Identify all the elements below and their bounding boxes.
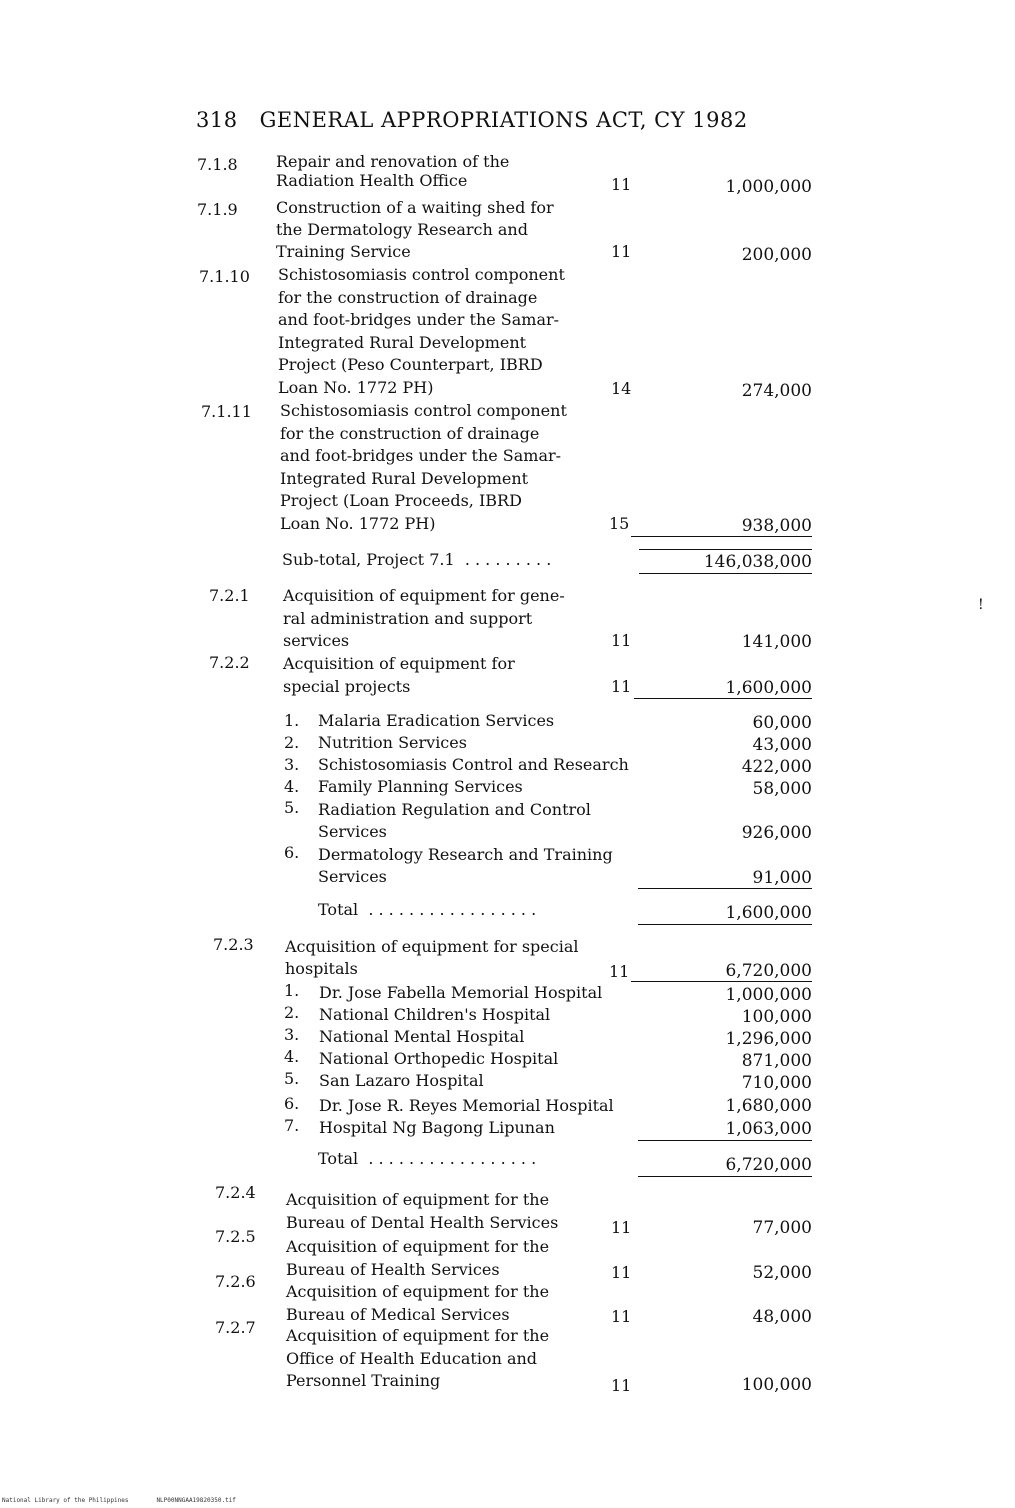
footer-file: NLP00NNGAA19820350.tif [156, 1497, 236, 1504]
fund-code: 11 [611, 1218, 632, 1237]
rule-bottom [638, 924, 812, 925]
list-item: Schistosomiasis Control and Research [318, 755, 629, 774]
list-number: 3. [284, 755, 300, 774]
fund-code: 11 [611, 677, 632, 696]
amount: 100,000 [741, 1007, 812, 1027]
amount: 1,296,000 [725, 1029, 812, 1049]
amount: 274,000 [741, 381, 812, 401]
list-number: 2. [284, 733, 300, 752]
item-code: 7.1.11 [201, 402, 252, 421]
page-title: GENERAL APPROPRIATIONS ACT, CY 1982 [259, 108, 748, 132]
list-number: 6. [284, 843, 300, 862]
desc-line: Loan No. 1772 PH) [278, 377, 434, 397]
subtotal-label: Sub-total, Project 7.1 . . . . . . . . . [282, 550, 552, 569]
fund-code: 15 [609, 514, 630, 533]
desc-line: services [283, 631, 350, 650]
desc-line: ral administration and support [283, 608, 533, 628]
desc-line: Acquisition of equipment for special [285, 937, 579, 956]
subtotal-amount: 146,038,000 [703, 552, 812, 572]
desc-line: Project (Loan Proceeds, IBRD [280, 491, 522, 510]
item-description [286, 1325, 549, 1393]
amount: 52,000 [752, 1263, 812, 1283]
total-label: Total . . . . . . . . . . . . . . . . . [318, 1149, 537, 1168]
list-number: 1. [284, 711, 300, 730]
underline [634, 698, 812, 699]
amount: 6,720,000 [725, 961, 812, 981]
desc-line: hospitals [285, 959, 358, 978]
list-number: 2. [284, 1003, 300, 1022]
list-item: Nutrition Services [318, 733, 467, 752]
total-label: Total . . . . . . . . . . . . . . . . . [318, 900, 537, 919]
item-description [286, 1189, 558, 1234]
fund-code: 14 [611, 379, 632, 398]
amount: 91,000 [752, 868, 812, 888]
desc-line: Bureau of Medical Services [286, 1304, 510, 1324]
amount: 710,000 [741, 1073, 812, 1093]
amount: 200,000 [741, 245, 812, 265]
amount: 100,000 [741, 1375, 812, 1395]
item-description [276, 197, 554, 263]
list-item: National Children's Hospital [319, 1005, 551, 1024]
fund-code: 11 [611, 1376, 632, 1395]
amount: 1,063,000 [725, 1119, 812, 1139]
list-item: Malaria Eradication Services [318, 711, 555, 730]
list-number: 4. [284, 777, 300, 796]
amount: 43,000 [752, 735, 812, 755]
item-code: 7.2.3 [213, 935, 254, 954]
item-code: 7.2.4 [215, 1183, 256, 1202]
desc-line: Bureau of Dental Health Services [286, 1212, 559, 1232]
desc-line: Loan No. 1772 PH) [280, 513, 436, 533]
amount: 58,000 [752, 779, 812, 799]
item-description [278, 264, 565, 399]
item-code: 7.1.8 [197, 155, 238, 174]
desc-line: Bureau of Health Services [286, 1259, 500, 1279]
list-number: 7. [284, 1116, 300, 1135]
desc-line: Construction of a waiting shed for [276, 198, 554, 217]
fund-code: 11 [611, 631, 632, 650]
fund-code: 11 [611, 1263, 632, 1282]
desc-line: and foot-bridges under the Samar- [278, 310, 560, 329]
item-code: 7.2.6 [215, 1272, 256, 1291]
list-number: 1. [284, 981, 300, 1000]
desc-line: Personnel Training [286, 1371, 441, 1390]
page-header [196, 108, 748, 132]
desc-line: Acquisition of equipment for [283, 654, 515, 673]
item-code: 7.2.7 [215, 1318, 256, 1337]
desc-line: Schistosomiasis control component [280, 401, 567, 420]
item-description [286, 1236, 549, 1281]
desc-line: for the construction of drainage [280, 423, 540, 443]
desc-line: Repair and renovation of the [276, 152, 510, 171]
desc-line: Acquisition of equipment for gene- [283, 586, 565, 605]
margin-mark: ! [978, 597, 984, 613]
page-number: 318 [196, 108, 238, 132]
fund-code: 11 [611, 242, 632, 261]
amount: 1,680,000 [725, 1096, 812, 1116]
item-code: 7.1.10 [199, 267, 250, 286]
list-number: 6. [284, 1094, 300, 1113]
list-number: 4. [284, 1047, 300, 1066]
list-item: Radiation Regulation and Control Services [318, 800, 591, 841]
desc-line: for the construction of drainage [278, 287, 538, 307]
underline [631, 536, 812, 537]
underline [638, 1140, 812, 1141]
desc-line: Acquisition of equipment for the [286, 1190, 550, 1209]
desc-line: Integrated Rural Development [278, 332, 527, 352]
list-item: Family Planning Services [318, 777, 523, 796]
rule-bottom [638, 1176, 812, 1177]
list-item: Dr. Jose Fabella Memorial Hospital [319, 983, 603, 1002]
fund-code: 11 [609, 962, 630, 981]
item-code: 7.2.5 [215, 1227, 256, 1246]
amount: 60,000 [752, 713, 812, 733]
fund-code: 11 [611, 1307, 632, 1326]
item-description [283, 585, 565, 653]
amount: 1,600,000 [725, 678, 812, 698]
item-description [283, 653, 515, 698]
list-item: Hospital Ng Bagong Lipunan [319, 1118, 555, 1137]
desc-line: Radiation Health Office [276, 171, 468, 190]
item-code: 7.1.9 [197, 200, 238, 219]
rule-top [639, 549, 812, 550]
desc-line: special projects [283, 676, 411, 696]
total-amount: 1,600,000 [725, 903, 812, 923]
list-number: 3. [284, 1025, 300, 1044]
amount: 1,000,000 [725, 177, 812, 197]
amount: 77,000 [752, 1218, 812, 1238]
amount: 141,000 [741, 632, 812, 652]
fund-code: 11 [611, 175, 632, 194]
list-number: 5. [284, 798, 300, 817]
desc-line: Acquisition of equipment for the [286, 1326, 550, 1345]
list-item: National Mental Hospital [319, 1027, 525, 1046]
amount: 871,000 [741, 1051, 812, 1071]
desc-line: Acquisition of equipment for the [286, 1237, 550, 1256]
amount: 1,000,000 [725, 985, 812, 1005]
amount: 48,000 [752, 1307, 812, 1327]
item-code: 7.2.1 [209, 586, 250, 605]
desc-line: Office of Health Education and [286, 1348, 538, 1368]
footer-library: National Library of the Philippines [2, 1497, 129, 1504]
amount: 422,000 [741, 757, 812, 777]
total-amount: 6,720,000 [725, 1155, 812, 1175]
scan-footer [2, 1497, 264, 1504]
item-description [285, 936, 579, 980]
desc-line: Integrated Rural Development [280, 468, 529, 488]
desc-line: and foot-bridges under the Samar- [280, 446, 562, 465]
desc-line: the Dermatology Research and [276, 220, 528, 239]
item-description [286, 1281, 549, 1326]
list-item: San Lazaro Hospital [319, 1071, 484, 1090]
amount: 926,000 [741, 823, 812, 843]
underline [638, 888, 812, 889]
amount: 938,000 [741, 516, 812, 536]
desc-line: Project (Peso Counterpart, IBRD [278, 355, 543, 374]
list-number: 5. [284, 1069, 300, 1088]
list-item: Dermatology Research and Training Services [318, 845, 613, 886]
desc-line: Training Service [276, 242, 411, 261]
list-item: Dr. Jose R. Reyes Memorial Hospital [319, 1096, 614, 1115]
underline [631, 981, 812, 982]
item-code: 7.2.2 [209, 653, 250, 672]
item-description [280, 400, 567, 535]
item-description [276, 152, 578, 190]
desc-line: Schistosomiasis control component [278, 265, 565, 284]
rule-bottom [639, 573, 812, 574]
list-item: National Orthopedic Hospital [319, 1049, 559, 1068]
desc-line: Acquisition of equipment for the [286, 1282, 550, 1301]
